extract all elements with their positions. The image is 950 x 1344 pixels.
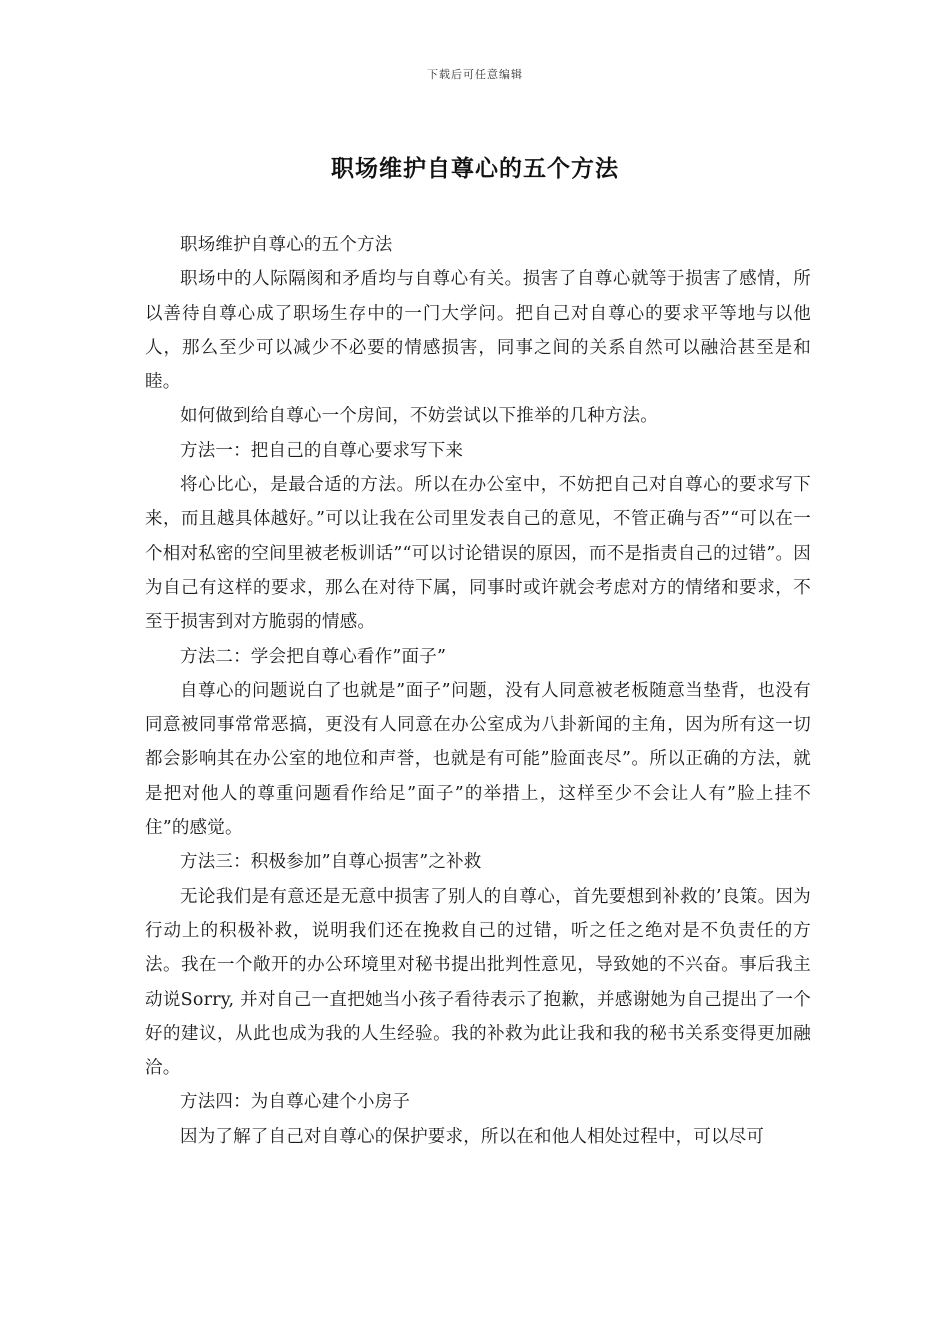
method-1-heading: 方法一：把自己的自尊心要求写下来 — [180, 440, 464, 461]
method-3-heading: 方法三：积极参加”自尊心损害”之补救 — [180, 852, 482, 873]
document-body — [145, 228, 811, 1154]
method-1-body: 将心比心，是最合适的方法。所以在办公室中，不妨把自己对自尊心的要求写下来，而且越具体越好。”可以让我在公司里发表自己的意见，不管正确与否”“可以在一个相对私密的空间里被老板训话”“可以讨论错误的原因，而不是指责自己的过错”。因为自己有这样的要求，那么在对待下属，同事时或许就会考虑对方的情绪和要求，不至于损害到对方脆弱的情感。 — [145, 475, 811, 633]
method-3-body: 无论我们是有意还是无意中损害了别人的自尊心，首先要想到补救的’良策。因为行动上的积极补救，说明我们还在挽救自己的过错，听之任之绝对是不负责任的方法。我在一个敞开的办公环境里对秘书提出批判性意见，导致她的不兴奋。事后我主动说Sorry, 并对自己一直把她当小孩子看待表示了抱歉，并感谢她为自己提出了一个好的建议，从此也成为我的人生经验。我的补救为此让我和我的秘书关系变得更加融洽。 — [145, 886, 811, 1079]
method-4-body: 因为了解了自己对自尊心的保护要求，所以在和他人相处过程中，可以尽可 — [180, 1126, 765, 1147]
document-title: 职场维护自尊心的五个方法 — [331, 155, 619, 182]
paragraph-subtitle: 职场维护自尊心的五个方法 — [180, 235, 393, 255]
paragraph-intro: 职场中的人际隔阂和矛盾均与自尊心有关。损害了自尊心就等于损害了感情，所以善待自尊心成了职场生存中的一门大学问。把自己对自尊心的要求平等地与以他人，那么至少可以减少不必要的情感损害，同事之间的关系自然可以融洽甚至是和睦。 — [145, 269, 811, 393]
method-2-body: 自尊心的问题说白了也就是”面子”问题，没有人同意被老板随意当垫背，也没有同意被同事常常恶搞，更没有人同意在办公室成为八卦新闻的主角，因为所有这一切都会影响其在办公室的地位和声誉，也就是有可能”脸面丧尽”。所以正确的方法，就是把对他人的尊重问题看作给足”面子”的举措上，这样至少不会让人有”脸上挂不住”的感觉。 — [145, 680, 811, 839]
paragraph-lead: 如何做到给自尊心一个房间，不妨尝试以下推举的几种方法。 — [180, 406, 658, 427]
header-note: 下载后可任意编辑 — [427, 68, 523, 81]
method-2-heading: 方法二：学会把自尊心看作”面子” — [180, 646, 447, 667]
method-4-heading: 方法四：为自尊心建个小房子 — [180, 1092, 411, 1113]
